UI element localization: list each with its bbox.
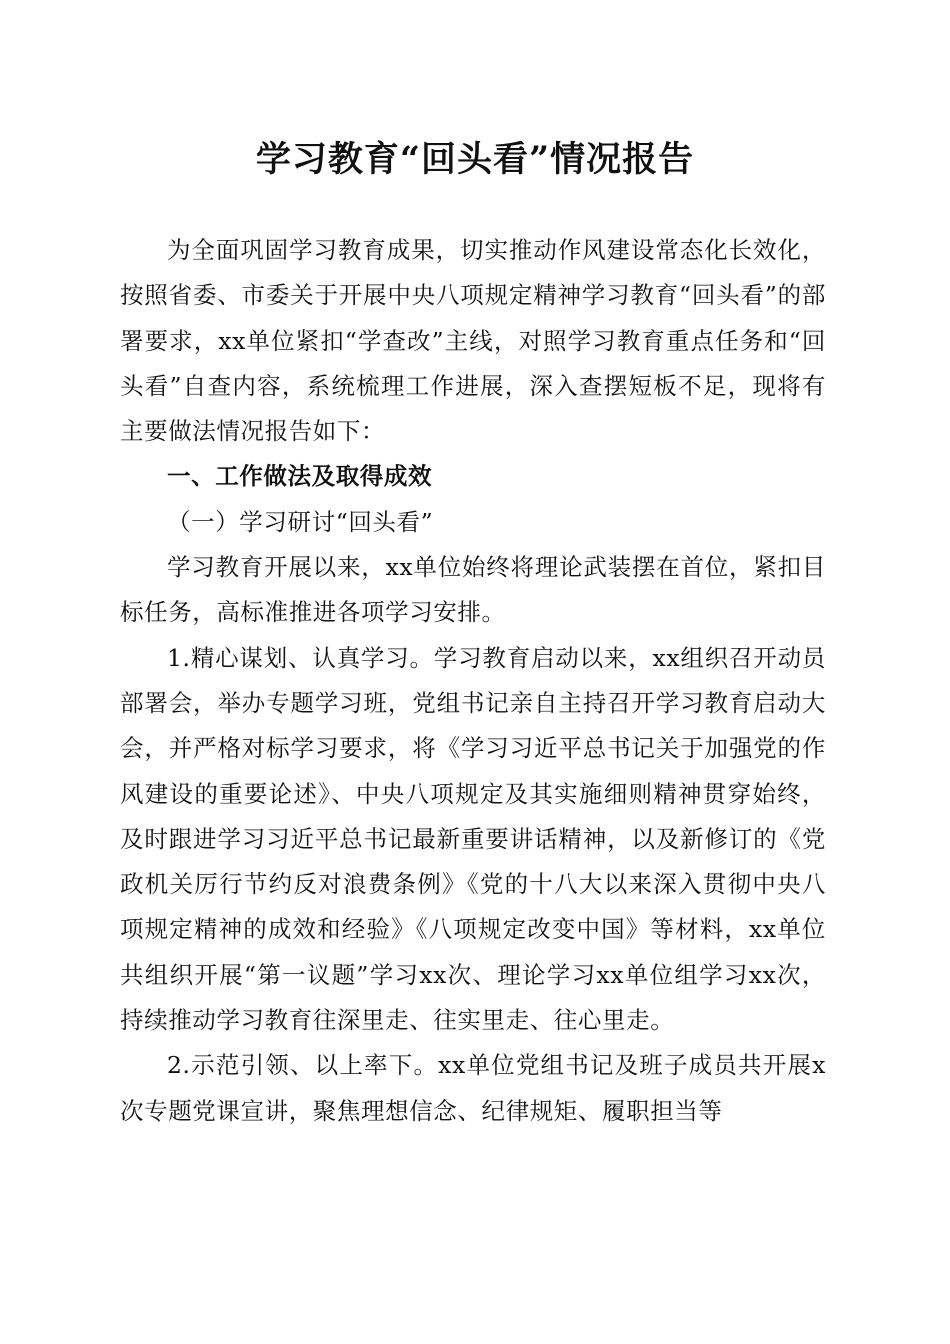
- item-1-paragraph: 1.精心谋划、认真学习。学习教育启动以来，xx组织召开动员部署会，举办专题学习班，党组书记亲自主持召开学习教育启动大会，并严格对标学习要求，将《学习习近平总书记关于加强党的作风建设的重要论述》、中央八项规定及其实施细则精神贯穿始终，及时跟进学习习近平总书记最新重要讲话精神，以及新修订的《党政机关厉行节约反对浪费条例》《党的十八大以来深入贯彻中央八项规定精神的成效和经验》《八项规定改变中国》等材料，xx单位共组织开展“第一议题”学习xx次、理论学习xx单位组学习xx次，持续推动学习教育往深里走、往实里走、往心里走。: [120, 643, 826, 1035]
- document-title: 学习教育“回头看”情况报告: [255, 139, 695, 180]
- section-heading: 一、工作做法及取得成效: [167, 462, 433, 491]
- document-body: [120, 228, 826, 1134]
- subsection-heading: （一）学习研讨“回头看”: [167, 507, 434, 536]
- intro-paragraph: 为全面巩固学习教育成果，切实推动作风建设常态化长效化，按照省委、市委关于开展中央八项规定精神学习教育“回头看”的部署要求，xx单位紧扣“学查改”主线，对照学习教育重点任务和“回头看”自查内容，系统梳理工作进展，深入查摆短板不足，现将有主要做法情况报告如下：: [120, 236, 826, 446]
- subsection-intro-paragraph: 学习教育开展以来，xx单位始终将理论武装摆在首位，紧扣目标任务，高标准推进各项学习安排。: [120, 553, 826, 627]
- item-2-paragraph: 2.示范引领、以上率下。xx单位党组书记及班子成员共开展x次专题党课宣讲，聚焦理想信念、纪律规矩、履职担当等: [120, 1051, 826, 1125]
